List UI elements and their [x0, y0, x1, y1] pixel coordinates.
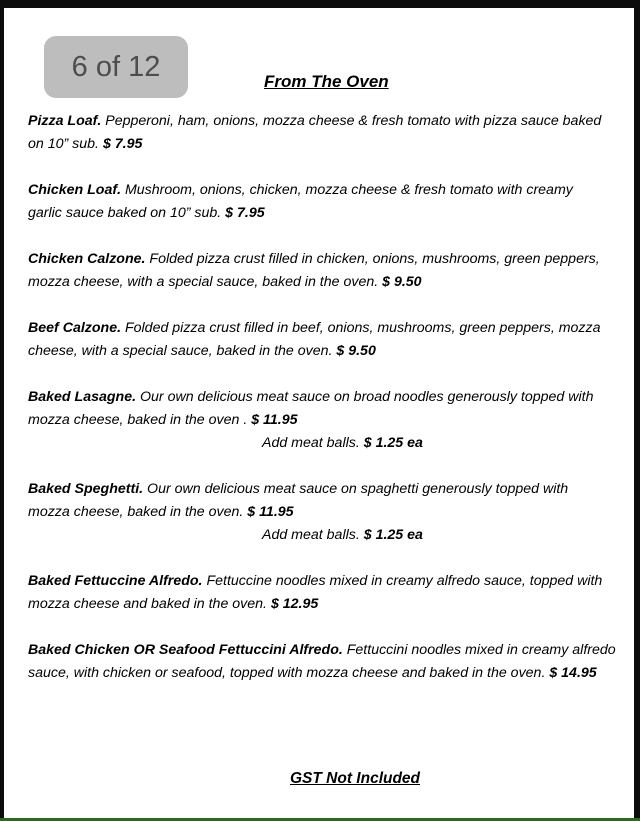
- item-price: $ 9.50: [336, 343, 376, 359]
- item-description-cont: on 10” sub.: [28, 136, 103, 152]
- menu-item-pizza-loaf: [28, 110, 628, 156]
- tax-note: GST Not Included: [290, 770, 421, 787]
- item-description-cont: mozza cheese, baked in the oven .: [28, 412, 252, 428]
- menu-item-baked-lasagne: [28, 386, 628, 432]
- item-description: Pepperoni, ham, onions, mozza cheese & fresh tomato with pizza sauce baked: [101, 113, 602, 129]
- addon-label: Add meat balls.: [262, 527, 364, 543]
- item-description: Fettuccini noodles mixed in creamy alfredo: [342, 642, 616, 658]
- item-name: Beef Calzone.: [28, 320, 122, 336]
- item-description: Folded pizza crust filled in beef, onions, mushrooms, green peppers, mozza: [121, 320, 601, 336]
- addon-label: Add meat balls.: [262, 435, 364, 451]
- item-description: Our own delicious meat sauce on broad noodles generously topped with: [136, 389, 594, 405]
- item-price: $ 7.95: [225, 205, 265, 221]
- item-name: Chicken Loaf.: [28, 182, 122, 198]
- item-name: Baked Chicken OR Seafood Fettuccini Alfredo.: [28, 642, 343, 658]
- item-description-cont: mozza cheese and baked in the oven.: [28, 596, 271, 612]
- item-price: $ 12.95: [270, 596, 319, 612]
- item-description-cont: sauce, with chicken or seafood, topped with mozza cheese and baked in the oven.: [28, 665, 550, 681]
- item-price: $ 9.50: [382, 274, 422, 290]
- item-name: Pizza Loaf.: [28, 113, 102, 129]
- item-description: Fettuccine noodles mixed in creamy alfredo sauce, topped with: [202, 573, 603, 589]
- menu-item-baked-spaghetti: [28, 478, 628, 524]
- item-description-cont: mozza cheese, baked in the oven.: [28, 504, 248, 520]
- item-description-cont: cheese, with a special sauce, baked in the oven.: [28, 343, 337, 359]
- item-price: $ 7.95: [102, 136, 143, 152]
- item-description: Our own delicious meat sauce on spaghetti generously topped with: [143, 481, 569, 497]
- item-name: Baked Fettuccine Alfredo.: [28, 573, 203, 589]
- addon-price: $ 1.25 ea: [363, 527, 423, 543]
- item-description: Folded pizza crust filled in chicken, onions, mushrooms, green peppers,: [145, 251, 600, 267]
- item-name: Chicken Calzone.: [28, 251, 146, 267]
- addon-price: $ 1.25 ea: [363, 435, 423, 451]
- item-name: Baked Lasagne.: [28, 389, 137, 405]
- item-name: Baked Speghetti.: [28, 481, 144, 497]
- menu-item-beef-calzone: [28, 317, 628, 363]
- item-description-cont: garlic sauce baked on 10” sub.: [28, 205, 226, 221]
- menu-page: [4, 8, 634, 818]
- menu-item-chicken-loaf: [28, 179, 628, 225]
- menu-item-chicken-seafood-fettuccini: [28, 639, 628, 685]
- item-price: $ 11.95: [251, 412, 298, 428]
- item-price: $ 11.95: [247, 504, 294, 520]
- section-title: From The Oven: [264, 72, 389, 91]
- item-description: Mushroom, onions, chicken, mozza cheese & fresh tomato with creamy: [121, 182, 573, 198]
- page-indicator: 6 of 12: [44, 36, 188, 98]
- menu-item-chicken-calzone: [28, 248, 628, 294]
- spaghetti-addon: [262, 524, 423, 547]
- menu-item-fettuccine-alfredo: [28, 570, 628, 616]
- item-price: $ 14.95: [549, 665, 597, 681]
- item-description-cont: mozza cheese, with a special sauce, baked in the oven.: [28, 274, 383, 290]
- lasagne-addon: [262, 432, 423, 455]
